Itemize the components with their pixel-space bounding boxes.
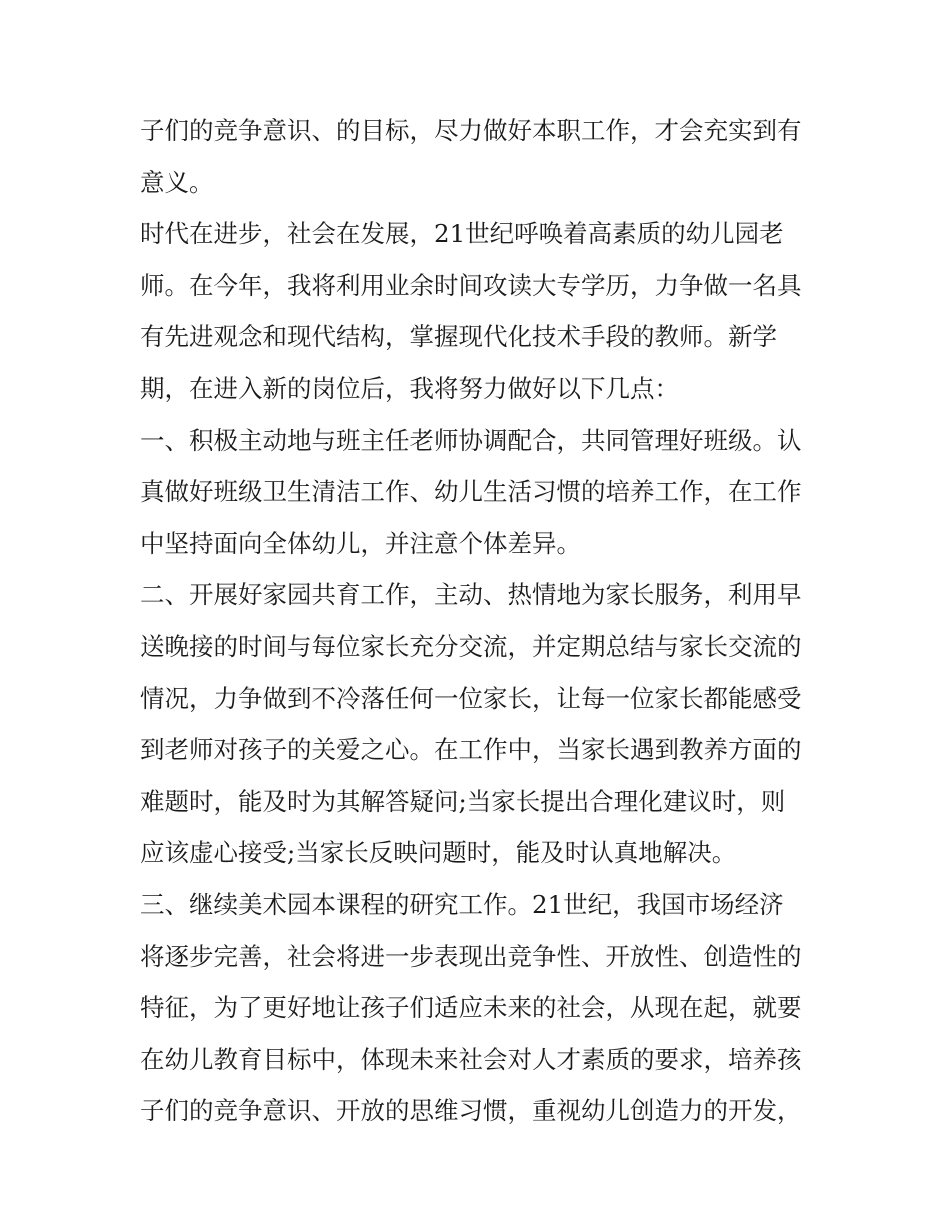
- text-line: 将逐步完善，社会将进一步表现出竞争性、开放性、创造性的: [140, 941, 802, 971]
- text-line: 难题时，能及时为其解答疑问;当家长提出合理化建议时，则: [140, 786, 786, 816]
- text-line: 特征，为了更好地让孩子们适应未来的社会，从现在起，就要: [140, 993, 802, 1023]
- text-line: 时代在进步，社会在发展，21世纪呼唤着高素质的幼儿园老: [140, 219, 784, 249]
- text-line: 在幼儿教育目标中，体现未来社会对人才素质的要求，培养孩: [140, 1044, 802, 1074]
- text-line: 到老师对孩子的关爱之心。在工作中，当家长遇到教养方面的: [140, 735, 802, 765]
- text-line: 师。在今年，我将利用业余时间攻读大专学历，力争做一名具: [140, 270, 802, 300]
- text-line: 中坚持面向全体幼儿，并注意个体差异。: [140, 528, 581, 558]
- text-line: 子们的竞争意识、开放的思维习惯，重视幼儿创造力的开发，: [140, 1096, 802, 1126]
- text-line: 期，在进入新的岗位后，我将努力做好以下几点：: [140, 373, 679, 403]
- text-line: 二、开展好家园共育工作，主动、热情地为家长服务，利用早: [140, 580, 802, 610]
- text-line: 送晚接的时间与每位家长充分交流，并定期总结与家长交流的: [140, 631, 802, 661]
- text-line: 三、继续美术园本课程的研究工作。21世纪，我国市场经济: [140, 889, 784, 919]
- text-line: 有先进观念和现代结构，掌握现代化技术手段的教师。新学: [140, 322, 777, 352]
- text-line: 一、积极主动地与班主任老师协调配合，共同管理好班级。认: [140, 425, 802, 455]
- text-line: 意义。: [140, 167, 214, 197]
- text-line: 真做好班级卫生清洁工作、幼儿生活习惯的培养工作，在工作: [140, 477, 802, 507]
- document-body: [140, 105, 820, 1137]
- text-line: 应该虚心接受;当家长反映问题时，能及时认真地解决。: [140, 838, 737, 868]
- text-line: 情况，力争做到不冷落任何一位家长，让每一位家长都能感受: [140, 683, 802, 713]
- text-line: 子们的竞争意识、的目标，尽力做好本职工作，才会充实到有: [140, 116, 802, 145]
